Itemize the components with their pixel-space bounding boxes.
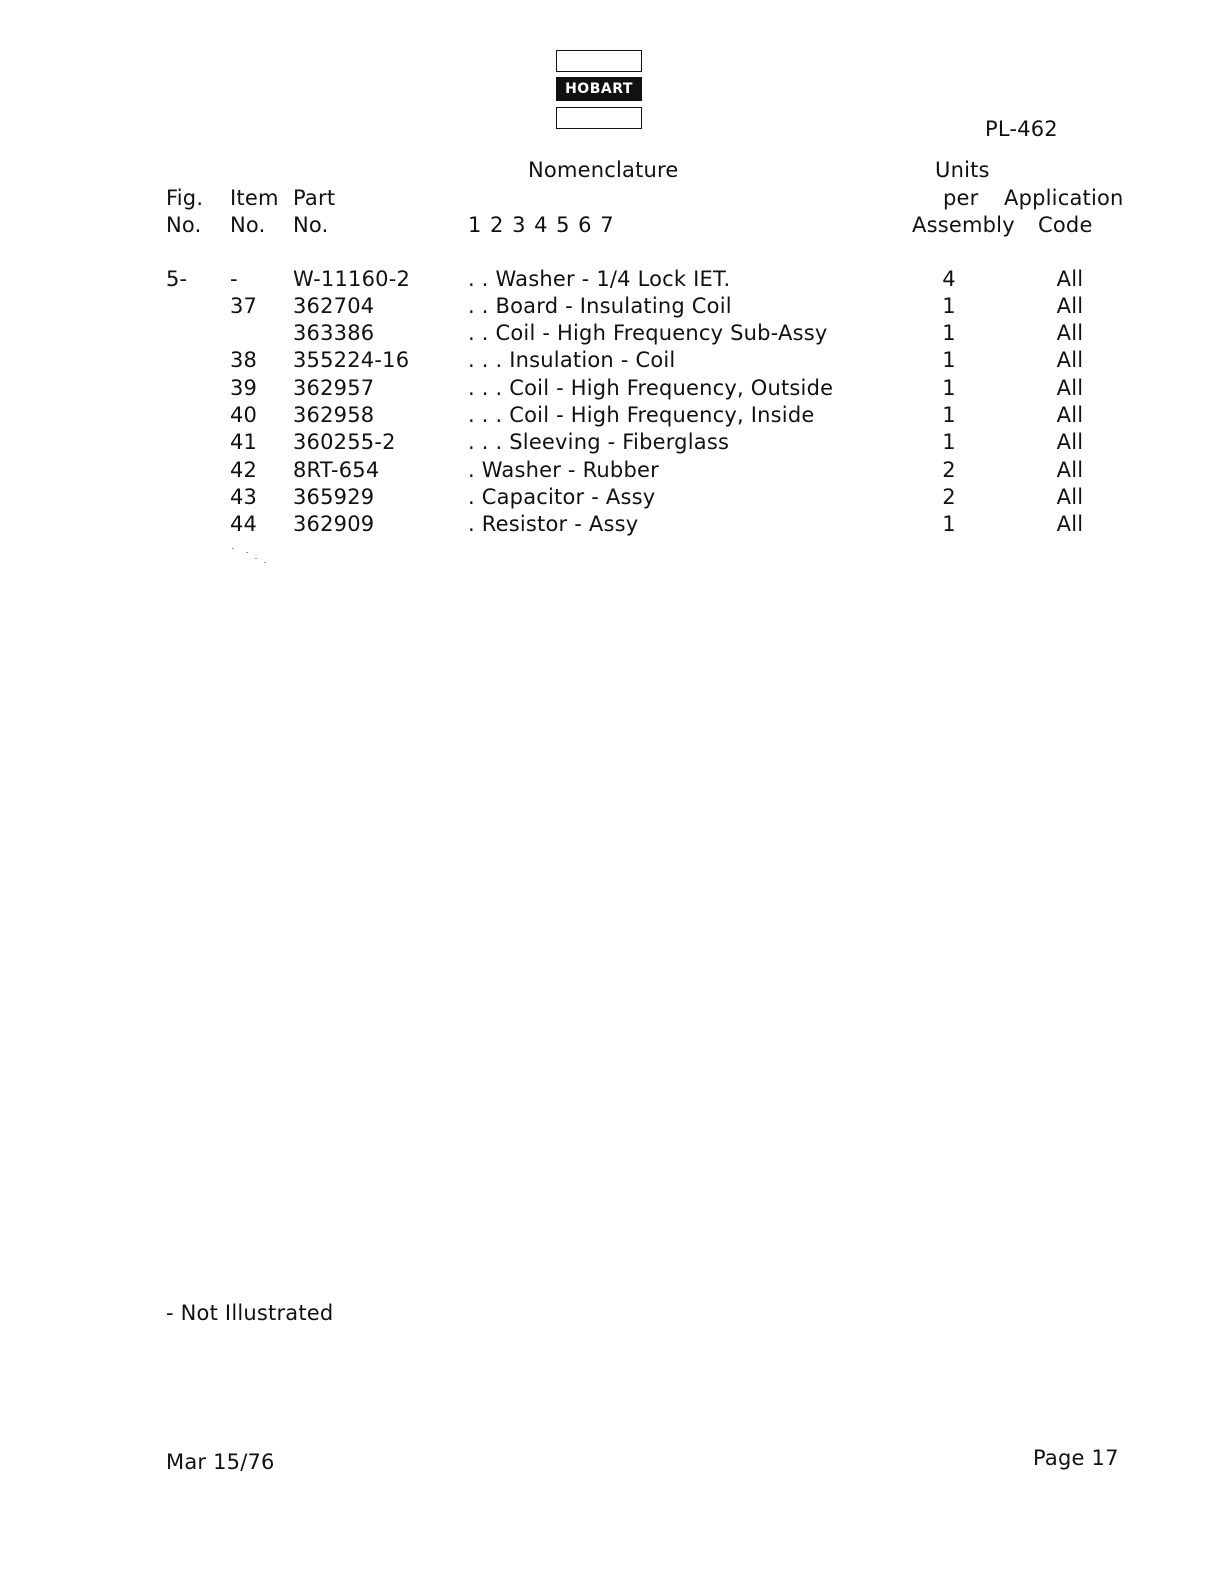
row-part: 355224-16	[293, 348, 410, 372]
footer-page-number: Page 17	[1033, 1446, 1119, 1470]
row-units: 4	[942, 267, 956, 291]
header-nomenclature: Nomenclature	[528, 158, 679, 182]
row-application: All	[1056, 458, 1084, 482]
row-units: 2	[942, 458, 956, 482]
row-description: . . . Insulation - Coil	[468, 348, 676, 372]
row-units: 2	[942, 485, 956, 509]
row-units: 1	[942, 403, 956, 427]
header-application-1: Application	[1004, 186, 1124, 210]
header-fig-2: No.	[166, 213, 202, 237]
row-item: -	[230, 267, 238, 291]
row-units: 1	[942, 348, 956, 372]
header-units-3: Assembly	[912, 213, 1015, 237]
row-item: 39	[230, 376, 258, 400]
logo-frame-top	[556, 50, 642, 72]
row-part: W-11160-2	[293, 267, 411, 291]
row-description: . . . Sleeving - Fiberglass	[468, 430, 730, 454]
row-application: All	[1056, 348, 1084, 372]
header-part-1: Part	[293, 186, 336, 210]
row-application: All	[1056, 485, 1084, 509]
row-item: 41	[230, 430, 258, 454]
row-part: 365929	[293, 485, 375, 509]
row-description: . Washer - Rubber	[468, 458, 659, 482]
row-units: 1	[942, 321, 956, 345]
row-application: All	[1056, 294, 1084, 318]
footnote-not-illustrated: - Not Illustrated	[166, 1301, 334, 1325]
row-description: . Capacitor - Assy	[468, 485, 656, 509]
hobart-logo: HOBART	[556, 77, 642, 101]
row-application: All	[1056, 321, 1084, 345]
row-item: 44	[230, 512, 258, 536]
row-description: . . . Coil - High Frequency, Outside	[468, 376, 834, 400]
row-units: 1	[942, 430, 956, 454]
row-item: 38	[230, 348, 258, 372]
row-part: 360255-2	[293, 430, 396, 454]
header-units-2: per	[943, 186, 979, 210]
row-units: 1	[942, 294, 956, 318]
row-part: 362957	[293, 376, 375, 400]
row-part: 362958	[293, 403, 375, 427]
document-code: PL-462	[985, 117, 1058, 141]
row-item: 42	[230, 458, 258, 482]
header-units-1: Units	[935, 158, 990, 182]
row-description: . . Coil - High Frequency Sub-Assy	[468, 321, 828, 345]
row-description: . . . Coil - High Frequency, Inside	[468, 403, 815, 427]
row-item: 40	[230, 403, 258, 427]
header-item-1: Item	[230, 186, 279, 210]
row-item: 37	[230, 294, 258, 318]
header-part-2: No.	[293, 213, 329, 237]
row-application: All	[1056, 430, 1084, 454]
header-indent-levels: 1 2 3 4 5 6 7	[468, 213, 615, 237]
row-part: 363386	[293, 321, 375, 345]
row-units: 1	[942, 376, 956, 400]
row-part: 8RT-654	[293, 458, 380, 482]
row-application: All	[1056, 267, 1084, 291]
row-application: All	[1056, 403, 1084, 427]
row-part: 362704	[293, 294, 375, 318]
header-application-2: Code	[1038, 213, 1093, 237]
row-units: 1	[942, 512, 956, 536]
row-item: 43	[230, 485, 258, 509]
row-application: All	[1056, 376, 1084, 400]
footer-date: Mar 15/76	[166, 1450, 275, 1474]
row-fig: 5-	[166, 267, 188, 291]
row-description: . . Board - Insulating Coil	[468, 294, 732, 318]
logo-frame-bottom	[556, 107, 642, 129]
row-description: . Resistor - Assy	[468, 512, 639, 536]
header-fig-1: Fig.	[166, 186, 204, 210]
row-application: All	[1056, 512, 1084, 536]
row-description: . . Washer - 1/4 Lock IET.	[468, 267, 731, 291]
row-part: 362909	[293, 512, 375, 536]
header-item-2: No.	[230, 213, 266, 237]
